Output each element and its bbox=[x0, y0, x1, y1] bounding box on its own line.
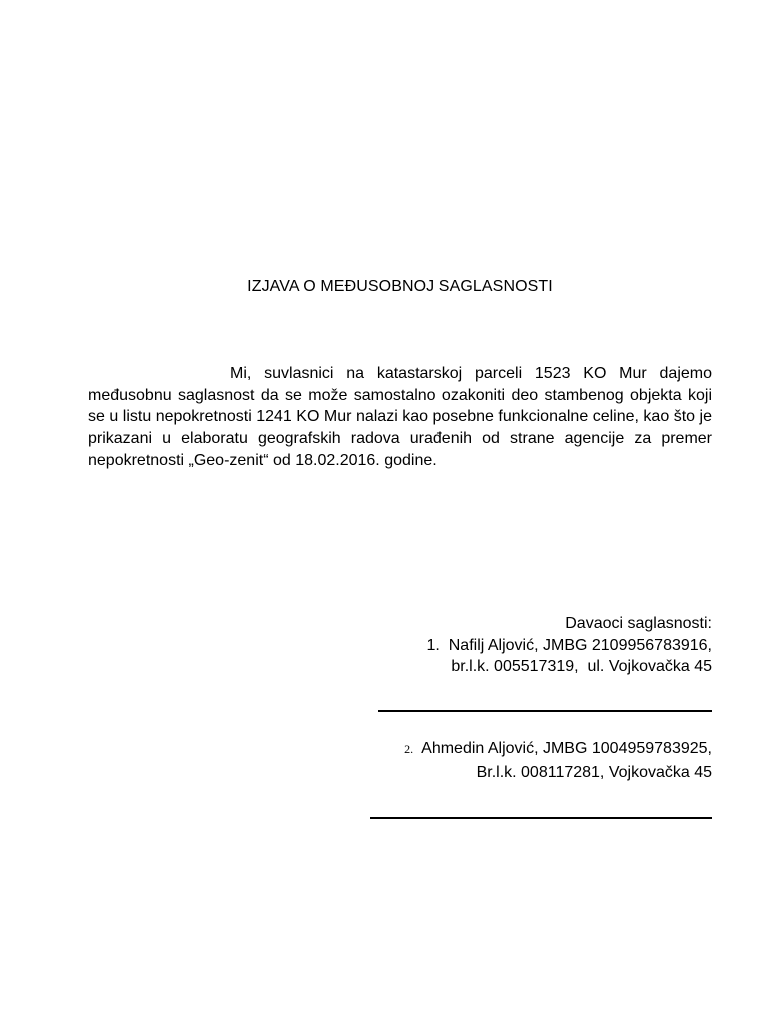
signature-line-2 bbox=[370, 817, 712, 819]
signer-2-name-jmbg: Ahmedin Aljović, JMBG 1004959783925, bbox=[421, 740, 712, 757]
declaration-body: Mi, suvlasnici na katastarskoj parceli 1523 KO Mur dajemo međusobnu saglasnost da se može samostalno ozakoniti deo stambenog objekta koji se u listu nepokretnosti 1241 KO Mur nalazi kao posebne funkcionalne celine, kao što je prikazani u elaboratu geografskih radova urađenih od strane agencije za premer nepokretnosti „Geo-zenit“ od 18.02.2016. godine. bbox=[88, 365, 712, 469]
signature-line-1 bbox=[378, 710, 712, 712]
signer-2-line-2: Br.l.k. 008117281, Vojkovačka 45 bbox=[476, 764, 712, 781]
signers-block-1 bbox=[292, 613, 712, 678]
signer-1-number: 1. bbox=[426, 636, 440, 654]
signer-2-number: 2. bbox=[404, 742, 414, 756]
signer-1-line-1 bbox=[292, 635, 712, 657]
signers-heading: Davaoci saglasnosti: bbox=[565, 615, 712, 632]
signer-1-name-jmbg: Nafilj Aljović, JMBG 2109956783916, bbox=[448, 636, 712, 654]
signer-2-line-1 bbox=[292, 737, 712, 761]
signers-block-2 bbox=[292, 737, 712, 785]
signer-1-line-2: br.l.k. 005517319, ul. Vojkovačka 45 bbox=[451, 658, 712, 675]
document-title: IZJAVA O MEĐUSOBNOJ SAGLASNOSTI bbox=[247, 278, 553, 295]
